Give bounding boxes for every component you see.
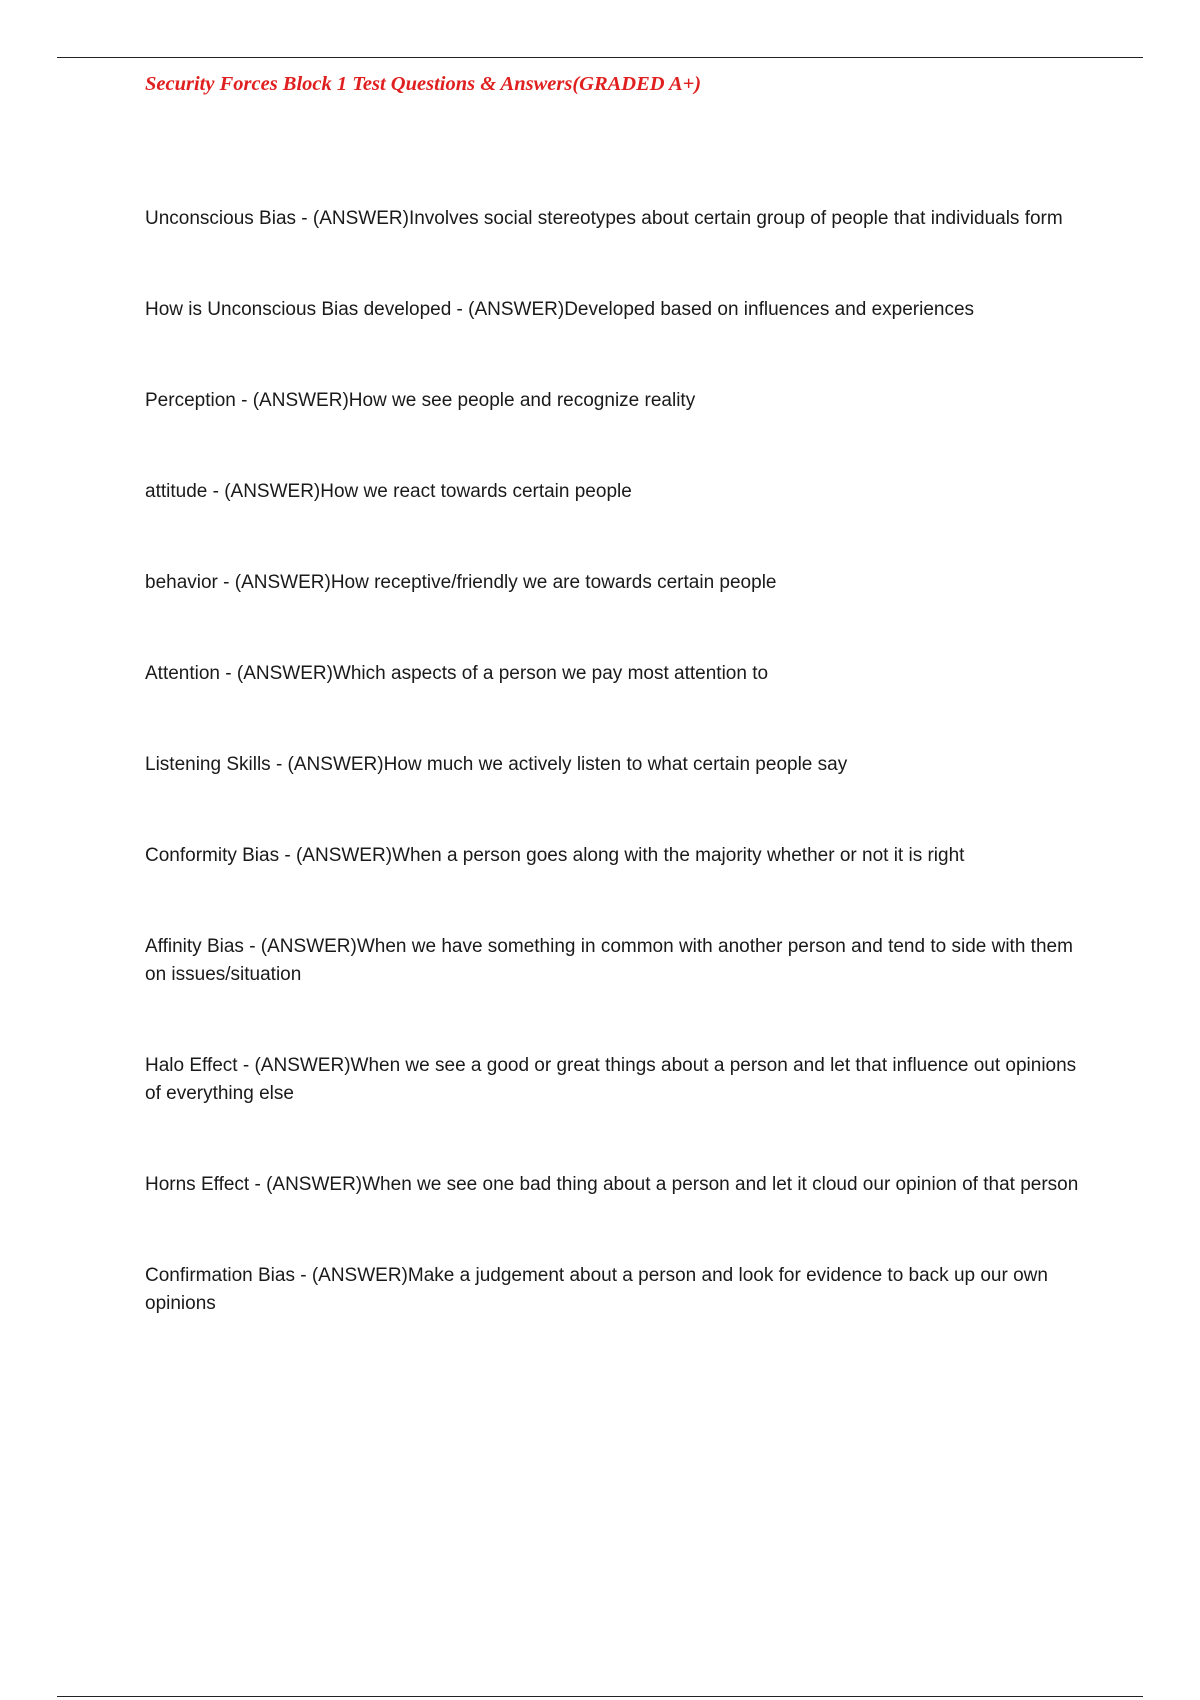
qa-item: Affinity Bias - (ANSWER)When we have something in common with another person and tend to side with them on issues/situation — [145, 936, 1073, 985]
footer-rule — [57, 1696, 1143, 1697]
qa-list — [145, 205, 1080, 1381]
qa-item: attitude - (ANSWER)How we react towards certain people — [145, 481, 632, 502]
qa-item: Listening Skills - (ANSWER)How much we actively listen to what certain people say — [145, 754, 848, 775]
qa-item: Confirmation Bias - (ANSWER)Make a judgement about a person and look for evidence to back up our own opinions — [145, 1265, 1048, 1314]
qa-item: Attention - (ANSWER)Which aspects of a person we pay most attention to — [145, 663, 769, 684]
qa-item: Halo Effect - (ANSWER)When we see a good or great things about a person and let that influence out opinions of everything else — [145, 1055, 1077, 1104]
qa-item: Conformity Bias - (ANSWER)When a person goes along with the majority whether or not it is right — [145, 845, 965, 866]
qa-item: Unconscious Bias - (ANSWER)Involves social stereotypes about certain group of people that individuals form — [145, 208, 1063, 229]
qa-item: Perception - (ANSWER)How we see people and recognize reality — [145, 390, 696, 411]
header-rule — [57, 57, 1143, 58]
qa-item: Horns Effect - (ANSWER)When we see one bad thing about a person and let it cloud our opinion of that person — [145, 1174, 1079, 1195]
qa-item: How is Unconscious Bias developed - (ANSWER)Developed based on influences and experiences — [145, 299, 975, 320]
qa-item: behavior - (ANSWER)How receptive/friendly we are towards certain people — [145, 572, 777, 593]
document-title: Security Forces Block 1 Test Questions & Answers(GRADED A+) — [145, 73, 702, 95]
